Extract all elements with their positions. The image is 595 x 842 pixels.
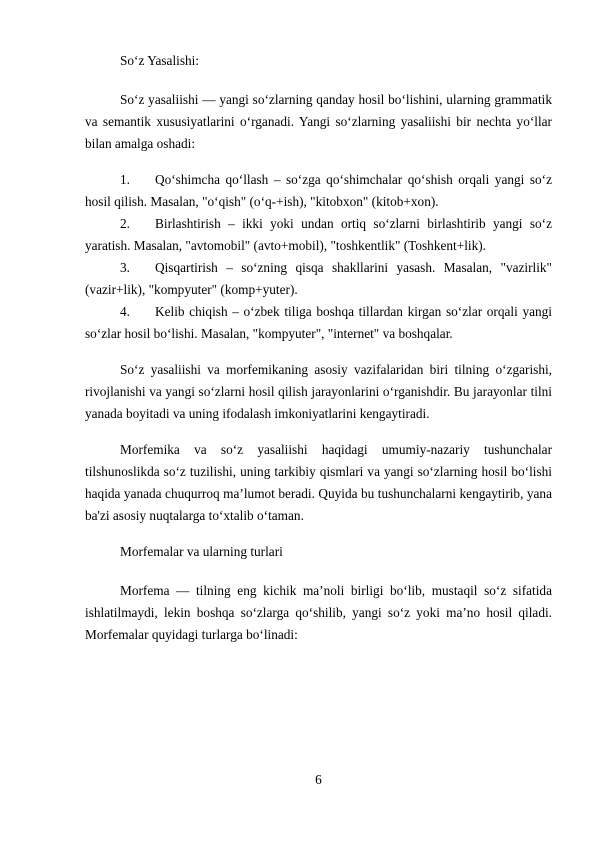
page-number: 6 bbox=[315, 772, 322, 787]
list-item bbox=[85, 169, 552, 213]
list-item-number: 3. bbox=[120, 260, 130, 275]
list-item-text: Kelib chiqish – o‘zbek tiliga boshqa tillardan kirgan so‘zlar orqali yangi so‘zlar hosil bo‘lishi. Masalan, "kompyuter", "internet" va boshqalar. bbox=[85, 304, 552, 341]
section-heading-word-formation: So‘z Yasalishi: bbox=[120, 53, 200, 68]
intro-paragraph: So‘z yasaliishi — yangi so‘zlarning qanday hosil bo‘lishini, ularning grammatik va semantik xususiyatlarini o‘rganadi. Yangi so‘zlarning yasaliishi bir nechta yo‘llar bilan amalga oshadi: bbox=[85, 92, 552, 151]
list-item-text: Birlashtirish – ikki yoki undan ortiq so‘zlarni birlashtirib yangi so‘z yaratish. Masalan, "avtomobil" (avto+mobil), "toshkentlik" (Toshkent+lik). bbox=[85, 216, 552, 253]
list-item bbox=[85, 301, 552, 345]
list-item-number: 1. bbox=[120, 172, 130, 187]
section-heading-morphemes: Morfemalar va ularning turlari bbox=[120, 544, 283, 559]
morphemics-paragraph: So‘z yasaliishi va morfemikaning asosiy vazifalaridan biri tilning o‘zgarishi, rivojlanishi va yangi so‘zlarni hosil qilish jarayonlarini o‘rganishdir. Bu jarayonlar tilni yanada boyitadi va uning ifodalash imkoniyatlarini kengaytiradi. bbox=[85, 362, 552, 421]
theory-paragraph: Morfemika va so‘z yasaliishi haqidagi umumiy-nazariy tushunchalar tilshunoslikda so‘z tuzilishi, uning tarkibiy qismlari va yangi so‘zlarning hosil bo‘lishi haqida yanada chuqurroq ma’lumot beradi. Quyida bu tushunchalarni kengaytirib, yana ba'zi asosiy nuqtalarga to‘xtalib o‘taman. bbox=[85, 442, 552, 523]
morpheme-definition-paragraph: Morfema — tilning eng kichik ma’noli birligi bo‘lib, mustaqil so‘z sifatida ishlatilmaydi, lekin boshqa so‘zlarga qo‘shilib, yangi so‘z yoki ma’no hosil qiladi. Morfemalar quyidagi turlarga bo‘linadi: bbox=[85, 583, 552, 642]
list-item-number: 4. bbox=[120, 304, 130, 319]
list-item-text: Qisqartirish – so‘zning qisqa shakllarini yasash. Masalan, "vazirlik" (vazir+lik), "kompyuter" (komp+yuter). bbox=[85, 260, 552, 297]
list-item-text: Qo‘shimcha qo‘llash – so‘zga qo‘shimchalar qo‘shish orqali yangi so‘z hosil qilish. Masalan, "o‘qish" (o‘q-+ish), "kitobxon" (kitob+xon). bbox=[85, 172, 552, 209]
formation-methods-list bbox=[85, 169, 552, 345]
list-item bbox=[85, 213, 552, 257]
page-content bbox=[85, 50, 552, 660]
list-item-number: 2. bbox=[120, 216, 130, 231]
list-item bbox=[85, 257, 552, 301]
